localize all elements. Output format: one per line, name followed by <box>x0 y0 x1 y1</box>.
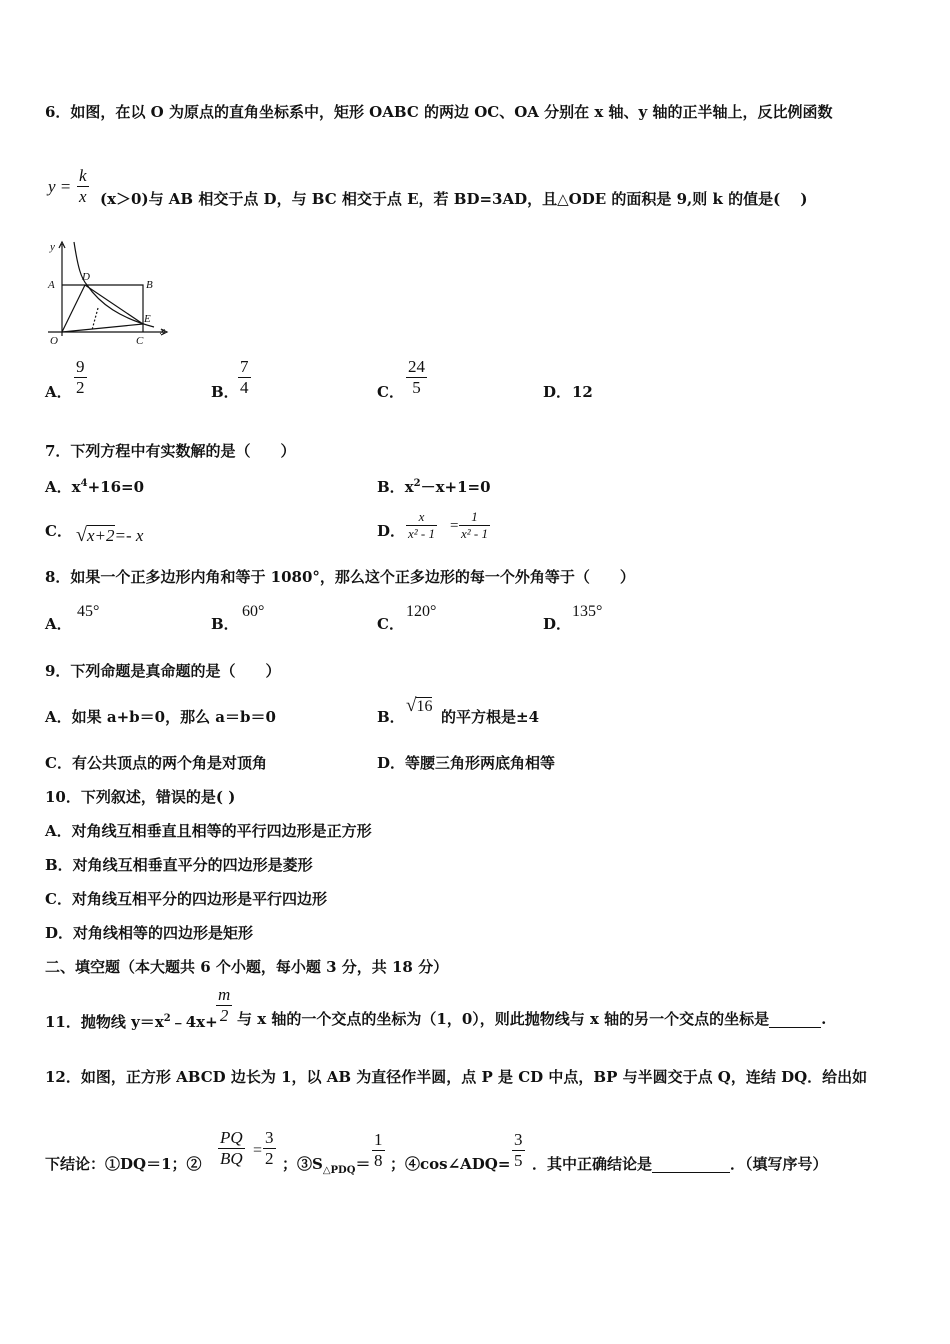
q6-option-a-fraction <box>74 357 87 398</box>
q12-sub: △PDQ <box>322 1165 356 1176</box>
q6-option-c-letter: C． <box>377 383 404 401</box>
q7-option-d-letter: D． <box>377 522 406 540</box>
q7-option-c-expr <box>76 524 143 547</box>
q7-stem: 7．下列方程中有实数解的是（ ） <box>45 442 296 460</box>
q7-option-d-frac1 <box>406 509 437 542</box>
q12-end: ．（填写序号） <box>730 1155 828 1173</box>
q9-option-b-rest: 的平方根是±4 <box>441 708 540 726</box>
q6-func-den: x <box>79 187 87 206</box>
q9-option-a: A．如果 a+b＝0，那么 a＝b＝0 <box>45 708 276 726</box>
q7-option-d-eq: = <box>450 518 459 534</box>
q6-func-num: k <box>79 166 87 185</box>
q11-pre-text: 11．抛物线 y＝x <box>45 1013 164 1031</box>
q10-option-a: A．对角线互相垂直且相等的平行四边形是正方形 <box>45 822 372 840</box>
q6-func-fraction <box>77 166 89 207</box>
q12-frac-3-2 <box>263 1128 276 1169</box>
q7-option-c-rest: =- x <box>114 526 144 545</box>
q11-frac-num: m <box>218 985 231 1004</box>
q6-option-b-den: 4 <box>240 378 249 397</box>
q12-line2-post <box>532 1155 828 1173</box>
q8-option-d-letter: D． <box>543 615 572 633</box>
q11-post <box>237 1010 826 1028</box>
q11-answer-blank[interactable] <box>769 1013 821 1028</box>
q6-option-d-letter: D． <box>543 383 572 401</box>
q7-option-b-letter: B． <box>377 478 405 496</box>
segment-de <box>85 285 143 324</box>
q8-stem: 8．如果一个正多边形内角和等于 1080°，那么这个正多边形的每一个外角等于（ ） <box>45 568 635 586</box>
sqrt-sign: √ <box>406 695 417 716</box>
q12-f3-den: 8 <box>374 1151 383 1170</box>
q6-option-c-num: 24 <box>408 357 425 376</box>
q6-figure <box>40 238 175 348</box>
q11-mid: ﹣4x+ <box>170 1013 218 1031</box>
q7-option-d-num2: 1 <box>471 509 478 524</box>
q8-option-c-letter: C． <box>377 615 404 633</box>
dashed-segment <box>92 308 98 330</box>
q7-option-a-rest: +16=0 <box>87 478 145 496</box>
q12-answer-blank[interactable] <box>652 1158 730 1173</box>
q7-option-a <box>45 475 144 496</box>
q7-option-b-sup: 2 <box>413 478 421 489</box>
q12-line2-pre: 下结论：①DQ＝1；② <box>45 1155 202 1173</box>
q12-frac-pq-bq <box>218 1128 245 1169</box>
q12-f2-den: 2 <box>265 1149 274 1168</box>
label-E: E <box>144 313 151 325</box>
q11-pre <box>45 1010 218 1031</box>
q7-option-a-letter: A． <box>45 478 72 496</box>
q6-option-d-value: 12 <box>572 383 593 401</box>
q6-option-a-den: 2 <box>76 378 85 397</box>
label-B: B <box>146 279 153 291</box>
segment-oe <box>62 324 143 332</box>
q6-option-c-fraction <box>406 357 427 398</box>
label-C: C <box>136 335 144 347</box>
label-A: A <box>48 279 55 291</box>
q11-fraction <box>216 985 232 1026</box>
q10-option-b: B．对角线互相垂直平分的四边形是菱形 <box>45 856 313 874</box>
q9-option-b-letter: B． <box>377 708 405 726</box>
q8-option-b-value: 60° <box>242 603 265 620</box>
q7-option-d-num1: x <box>418 509 425 524</box>
q7-option-a-base: x <box>71 478 81 496</box>
q12-f4-num: 3 <box>514 1130 523 1149</box>
label-y: y <box>50 241 55 253</box>
q7-option-c-letter: C． <box>45 522 72 540</box>
q10-option-d: D．对角线相等的四边形是矩形 <box>45 924 254 942</box>
q12-f1-den: BQ <box>220 1149 243 1168</box>
q9-option-b-sqrt <box>406 695 432 717</box>
q12-post-text: ．其中正确结论是 <box>532 1155 653 1173</box>
q6-option-a-letter: A． <box>45 383 72 401</box>
label-x: x <box>160 325 165 337</box>
q7-option-d-den1: x² - 1 <box>408 526 435 541</box>
q11-sup: 2 <box>163 1013 171 1024</box>
label-D: D <box>82 271 90 283</box>
q12-line2-cos: ；④cos∠ADQ= <box>390 1155 511 1173</box>
q6-option-c-den: 5 <box>406 377 427 398</box>
q11-post-text: 与 x 轴的一个交点的坐标为（1，0），则此抛物线与 x 轴的另一个交点的坐标是 <box>237 1010 770 1028</box>
q11-frac-den: 2 <box>216 1005 232 1026</box>
q12-mid2: ＝ <box>355 1155 371 1173</box>
q7-option-b-base: x <box>404 478 414 496</box>
q9-stem: 9．下列命题是真命题的是（ ） <box>45 662 281 680</box>
q10-stem: 10．下列叙述，错误的是( ) <box>45 788 236 806</box>
q12-f2-num: 3 <box>265 1128 274 1147</box>
q6-stem-line2: (x＞0)与 AB 相交于点 D，与 BC 相交于点 E，若 BD=3AD，且△ODE 的面积是 9,则 k 的值是( ) <box>100 190 808 208</box>
q6-stem-line1: 6．如图，在以 O 为原点的直角坐标系中，矩形 OABC 的两边 OC、OA 分别在 x 轴、y 轴的正半轴上，反比例函数 <box>45 103 833 121</box>
q12-f1-num: PQ <box>220 1128 243 1147</box>
q12-line1: 12．如图，正方形 ABCD 边长为 1，以 AB 为直径作半圆，点 P 是 CD 中点，BP 与半圆交于点 Q，连结 DQ．给出如 <box>45 1068 868 1086</box>
q7-option-d-frac2 <box>459 509 490 542</box>
q8-option-a-letter: A． <box>45 615 72 633</box>
q8-option-d-value: 135° <box>572 603 603 620</box>
q8-option-b-letter: B． <box>211 615 239 633</box>
q9-option-b-radicand: 16 <box>416 698 433 715</box>
q12-f1-eq: = <box>253 1142 263 1159</box>
q7-option-b-rest: －x+1=0 <box>420 478 491 496</box>
q12-f4-den: 5 <box>514 1151 523 1170</box>
q10-option-c: C．对角线互相平分的四边形是平行四边形 <box>45 890 327 908</box>
label-O: O <box>50 335 58 347</box>
q6-option-b-num: 7 <box>240 357 249 376</box>
q9-option-c: C．有公共顶点的两个角是对顶角 <box>45 754 267 772</box>
q12-frac-1-8 <box>372 1130 385 1171</box>
q12-mid1: ；③S <box>282 1155 323 1173</box>
q11-end: . <box>821 1010 827 1028</box>
q12-f3-num: 1 <box>374 1130 383 1149</box>
q6-func-lhs: y = <box>48 177 72 196</box>
segment-od <box>62 285 85 332</box>
q12-frac-3-5 <box>512 1130 525 1171</box>
q6-option-b-letter: B． <box>211 383 239 401</box>
q9-option-d: D．等腰三角形两底角相等 <box>377 754 556 772</box>
q7-option-c-radicand: x+2 <box>86 526 115 545</box>
section-2-heading: 二、填空题（本大题共 6 个小题，每小题 3 分，共 18 分） <box>45 958 449 976</box>
q8-option-a-value: 45° <box>77 603 100 620</box>
q7-option-d-den2: x² - 1 <box>461 526 488 541</box>
q8-option-c-value: 120° <box>406 603 437 620</box>
q7-option-b <box>377 475 491 496</box>
sqrt-sign: √ <box>76 524 87 546</box>
q6-option-a-num: 9 <box>76 357 85 376</box>
q12-line2-mid <box>282 1155 370 1180</box>
q7-option-a-sup: 4 <box>80 478 88 489</box>
q6-option-b-fraction <box>238 357 251 398</box>
